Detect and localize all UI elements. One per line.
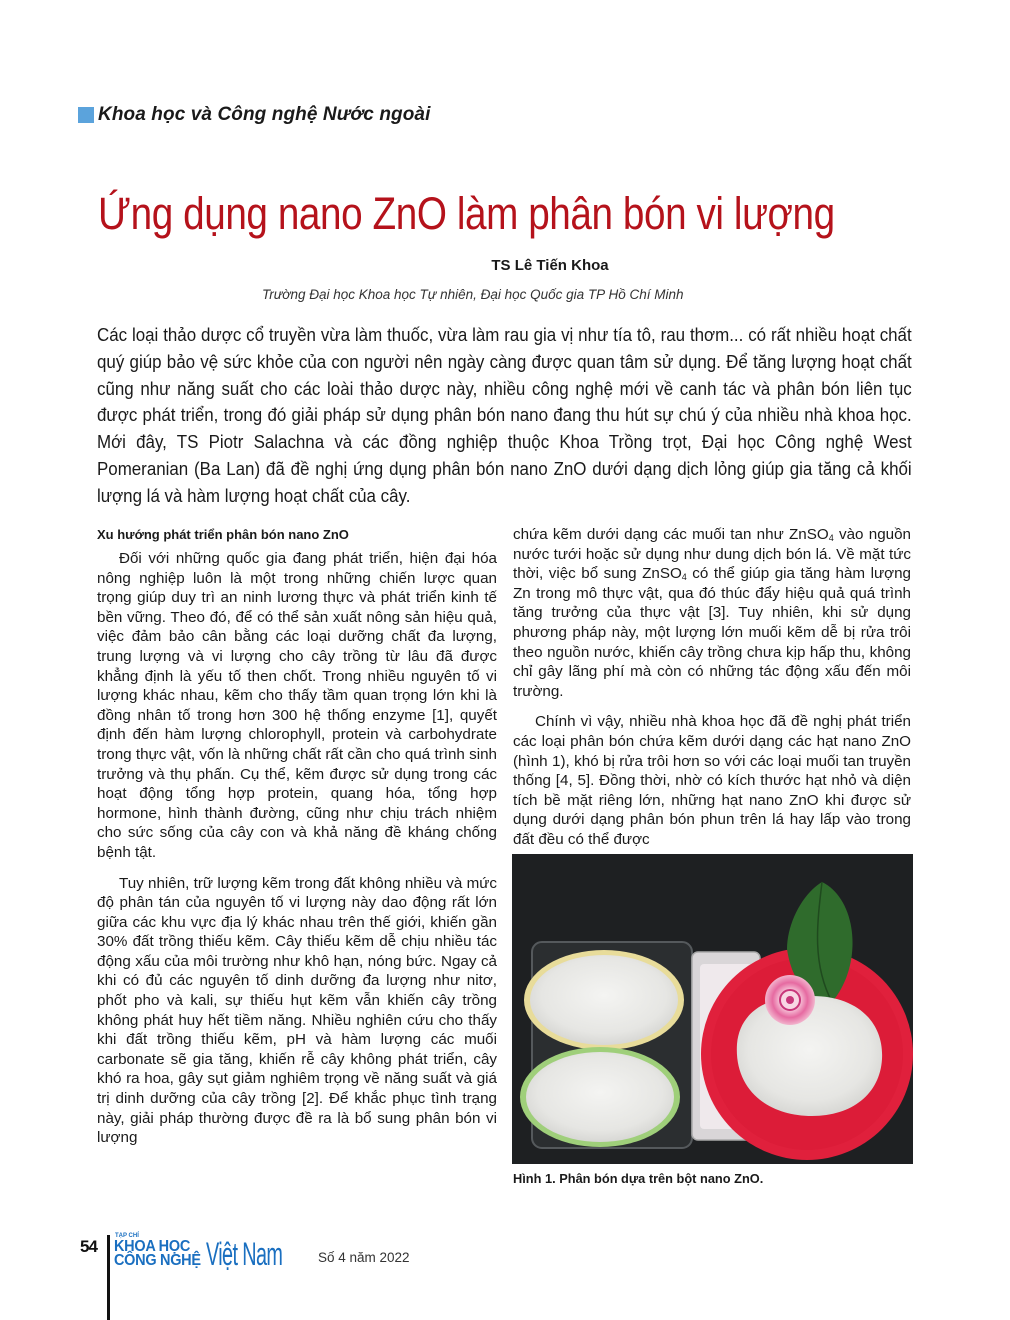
column-right	[513, 525, 911, 850]
body-paragraph: Đối với những quốc gia đang phát triển, hiện đại hóa nông nghiệp luôn là một trong những chiến lược quan trọng giúp duy trì an ninh lương thực và phát triển kinh tế bền vững. Theo đó, để có thể sản xuất nông sản hiệu quả, việc đảm bảo cân bằng các loại dưỡng chất đa lượng, trung lượng và vi lượng cho cây trồng từ lâu đã được khẳng định là yếu tố then chốt. Trong nhiều nguyên tố vi lượng khác nhau, kẽm cho thấy tầm quan trọng lớn khi là đồng nhân tố trong hơn 300 hệ thống enzyme [1], quyết định đến hàm lượng chlorophyll, protein và carbohydrate trong thực vật, vốn là những chất rất cần cho quá trình sinh trưởng và thụ phấn. Cụ thể, kẽm được sử dụng trong các hoạt động tổng hợp protein, quang hóa, tổng hợp hormone, hình thành đường, cũng như chịu trách nhiệm cho sức sống của cây con và khả năng đề kháng chống bệnh tật.	[97, 550, 497, 861]
subscript: 4	[681, 572, 687, 583]
text-run: vào nguồn nước tưới hoặc sử dụng như dung dịch bón lá. Về mặt tức thời, việc bổ sung ZnSO	[513, 526, 911, 583]
zno-powder-photo	[512, 854, 913, 1164]
body-paragraph	[513, 525, 911, 701]
issue-info: Số 4 năm 2022	[318, 1250, 410, 1265]
text-run: có thể giúp gia tăng hàm lượng Zn trong mô thực vật, qua đó thúc đẩy hiệu quả quá trình tăng trưởng của thực vật [3]. Tuy nhiên, khi sử dụng phương pháp này, một lượng lớn muối kẽm dễ bị rửa trôi theo nguồn nước, khiến cây trồng chưa kịp hấp thu, không chỉ gây lãng phí mà còn có những tác động xấu đến môi trường.	[513, 565, 911, 700]
text-run: chứa kẽm dưới dạng các muối tan như ZnSO	[513, 526, 829, 543]
column-left	[97, 527, 497, 1148]
author-affiliation: Trường Đại học Khoa học Tự nhiên, Đại học Quốc gia TP Hồ Chí Minh	[262, 287, 684, 302]
subscript: 4	[828, 533, 834, 543]
article-author: TS Lê Tiến Khoa	[491, 257, 609, 274]
figure-caption: Hình 1. Phân bón dựa trên bột nano ZnO.	[513, 1171, 764, 1186]
footer-divider	[107, 1235, 110, 1320]
logo-vietnam: Việt Nam	[206, 1236, 283, 1272]
page-number: 54	[80, 1237, 97, 1256]
body-paragraph: Chính vì vậy, nhiều nhà khoa học đã đề nghị phát triển các loại phân bón chứa kẽm dưới dạng các hạt nano ZnO (hình 1), khó bị rửa trôi hơn so với các loại muối tan truyền thống [4, 5]. Đồng thời, nhờ có kích thước hạt nhỏ và diện tích bề mặt riêng lớn, những hạt nano ZnO khi được sử dụng dưới dạng phân bón phun trên lá hay lấp vào trong đất đều có thể được	[513, 713, 911, 848]
section-subheading: Xu hướng phát triển phân bón nano ZnO	[97, 527, 349, 542]
section-square-icon	[78, 107, 94, 123]
article-title: Ứng dụng nano ZnO làm phân bón vi lượng	[98, 188, 835, 239]
body-paragraph: Tuy nhiên, trữ lượng kẽm trong đất không nhiều và mức độ phân tán của nguyên tố vi lượng này dao động rất lớn giữa các khu vực địa lý khác nhau trên thế giới, khiến gần 30% đất trồng thiếu kẽm. Cây thiếu kẽm dễ chịu nhiều tác động xấu của môi trường như khô hạn, nóng bức. Ngay cả khi có đủ các nguyên tố dinh dưỡng đa lượng như nitơ, phốt pho và kali, sự thiếu hụt kẽm vẫn khiến cây trồng không phát huy hết tiềm năng. Nhiều nghiên cứu cho thấy khi đất trồng thiếu kẽm, pH và hàm lượng các muối carbonate sẽ gia tăng, khiến rễ cây không phát triển, cây khó ra hoa, gây sụt giảm nghiêm trọng về năng suất và giá trị dinh dưỡng của cây trồng [2]. Để khắc phục tình trạng này, giải pháp thường được đề ra là bổ sung phân bón vi lượng	[97, 874, 497, 1147]
section-label: Khoa học và Công nghệ Nước ngoài	[98, 104, 431, 125]
article-lead: Các loại thảo dược cổ truyền vừa làm thuốc, vừa làm rau gia vị như tía tô, rau thơm... có rất nhiều hoạt chất quý giúp bảo vệ sức khỏe của con người nên ngày càng được quan tâm sử dụng. Để tăng lượng hoạt chất cũng như năng suất cho các loài thảo dược này, nhiều công nghệ mới về canh tác và phân bón liên tục được phát triển, trong đó giải pháp sử dụng phân bón nano đang thu hút sự chú ý của nhiều nhà khoa học. Mới đây, TS Piotr Salachna và các đồng nghiệp thuộc Khoa Trồng trọt, Đại học Công nghệ West Pomeranian (Ba Lan) đã đề nghị ứng dụng phân bón nano ZnO dưới dạng dịch lỏng giúp gia tăng cả khối lượng lá và hàm lượng hoạt chất của cây.	[97, 325, 912, 506]
figure-photo	[512, 854, 913, 1164]
logo-line1: KHOA HỌC	[114, 1238, 191, 1256]
section-header	[78, 104, 430, 126]
logo-line2: CÔNG NGHỆ	[114, 1252, 201, 1270]
magazine-logo	[113, 1233, 303, 1283]
logo-small-text: TẠP CHÍ	[115, 1233, 139, 1239]
